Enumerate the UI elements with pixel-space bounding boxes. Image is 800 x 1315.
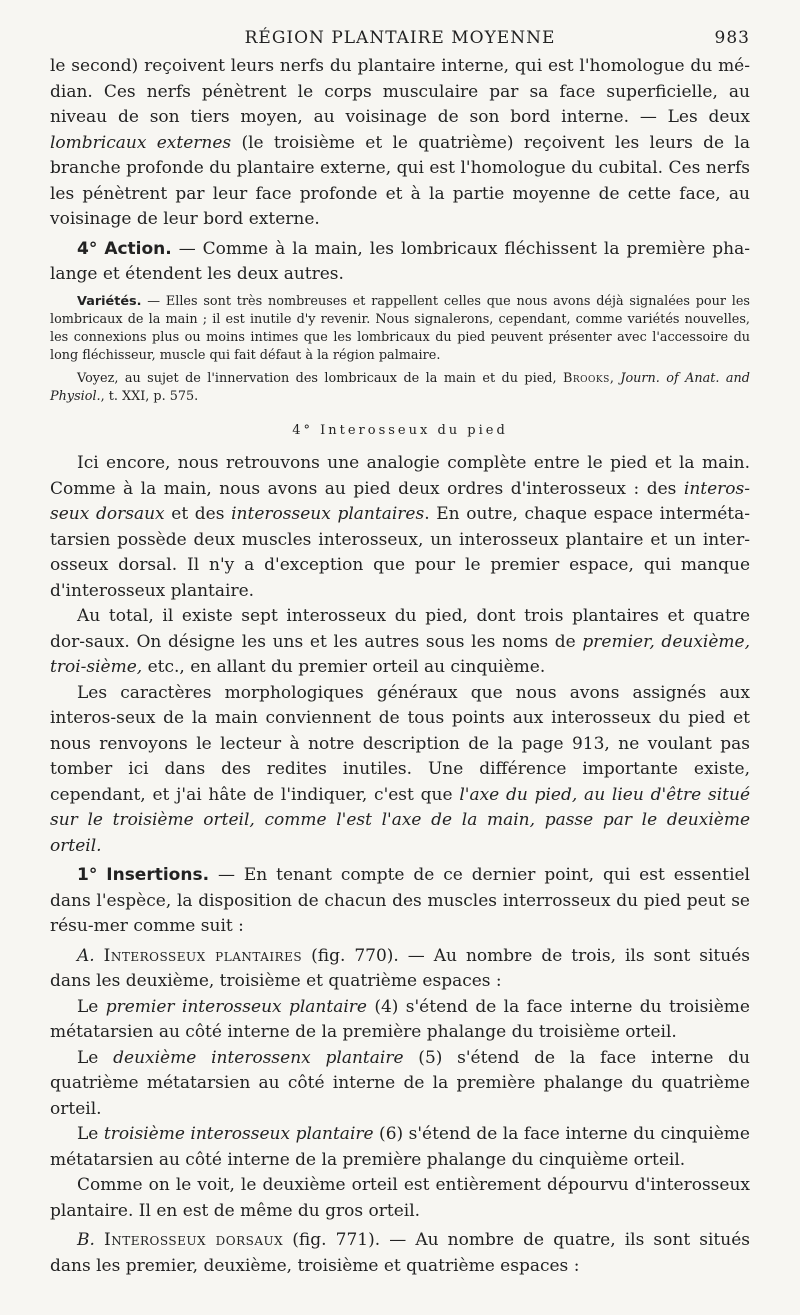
header-title: RÉGION PLANTAIRE MOYENNE xyxy=(244,28,556,48)
text-run: Les caractères morphologiques généraux que nous avons assignés aux interos-seux de la main conviennent de tous points aux interosseux du pied et nous renvoyons le lecteur à notre description de la page 913, ne voulant pas tomber ici dans des redites inutiles. Une différence importante existe, cependant, et j'ai hâte de l'indiquer, c'est que xyxy=(50,682,750,805)
text-run: et des xyxy=(164,504,232,524)
subsection-label: Interosseux dorsaux xyxy=(104,1230,284,1250)
paragraph-plantaire-summary: Comme on le voit, le deuxième orteil est entièrement dépourvu d'interosseux plantaire. Il en est de même du gros orteil. xyxy=(50,1175,750,1221)
text-run: Au total, il existe sept interosseux du pied, dont trois plantaires et quatre dor-saux. On désigne les uns et les autres sous les noms de xyxy=(50,606,750,652)
italic-term: interos-seux dorsaux xyxy=(50,478,750,524)
subsection-label: Interosseux plantaires xyxy=(103,945,303,966)
italic-term: deuxième interossenx plantaire xyxy=(113,1047,404,1068)
paragraph-reference xyxy=(50,370,750,406)
paragraph-innervation xyxy=(50,54,750,233)
italic-term: premier interosseux plantaire xyxy=(105,996,367,1017)
text-run: (5) s'étend de la face interne du quatrième métatarsien au côté interne de la première phalange du quatrième orteil. xyxy=(50,1047,750,1119)
list-letter: A. xyxy=(77,945,95,966)
paragraph-action xyxy=(50,237,750,288)
text-run: — En tenant compte de ce dernier point, qui est essentiel dans l'espèce, la disposition de chacun des muscles interrosseux du pied peut se résu-mer comme suit : xyxy=(50,865,750,936)
paragraph-plantaires xyxy=(50,944,750,995)
text-run: — Comme à la main, les lombricaux fléchissent la première pha-lange et étendent les deux autres. xyxy=(50,238,750,284)
paragraph-plantaire-2 xyxy=(50,1046,750,1123)
list-letter: B. xyxy=(77,1230,95,1250)
paragraph-analogy xyxy=(50,451,750,604)
text-run: , xyxy=(609,370,621,386)
italic-term: troisième interosseux plantaire xyxy=(103,1124,374,1144)
italic-term: interosseux plantaires xyxy=(231,504,425,524)
paragraph-morphology xyxy=(50,681,750,860)
main-text xyxy=(50,54,750,1279)
running-header xyxy=(50,28,750,54)
section-number: 4° xyxy=(77,238,98,259)
paragraph-varietes xyxy=(50,293,750,365)
paragraph-plantaire-3 xyxy=(50,1122,750,1173)
text-run: Ici encore, nous retrouvons une analogie complète entre le pied et la main. Comme à la main, nous avons au pied deux ordres d'interosseux : des xyxy=(50,453,750,499)
section-heading: Insertions. xyxy=(106,865,210,885)
author-name: Brooks xyxy=(562,370,610,386)
text-run: (fig. 771). — Au nombre de quatre, ils sont situés dans les premier, deuxième, troisième et quatrième espaces : xyxy=(50,1230,750,1276)
italic-term: lombricaux externes xyxy=(50,132,232,153)
text-run: etc., en allant du premier orteil au cinquième. xyxy=(142,657,546,677)
journal-title: Journ. of Anat. and Physiol. xyxy=(50,370,750,404)
page-number: 983 xyxy=(714,28,750,48)
section-number: 1° xyxy=(77,865,98,885)
text-run: (4) s'étend de la face interne du troisième métatarsien au côté interne de la première phalange du troisième orteil. xyxy=(50,996,750,1042)
text-run: (fig. 770). — Au nombre de trois, ils sont situés dans les deuxième, troisième et quatrième espaces : xyxy=(50,945,750,991)
text-run: (6) s'étend de la face interne du cinquième métatarsien au côté interne de la première phalange du cinquième orteil. xyxy=(50,1124,750,1170)
text-run: — Elles sont très nombreuses et rappellent celles que nous avons déjà signalées pour les lombricaux de la main ; il est inutile d'y revenir. Nous signalerons, cependant, comme variétés nouvelles, les connexions plus ou moins intimes que les lombricaux du pied peuvent présenter avec l'accessoire du long fléchisseur, muscle qui fait défaut à la région palmaire. xyxy=(50,293,750,363)
italic-term: premier, deuxième, troi-sième, xyxy=(50,631,750,677)
italic-term: l'axe du pied, au lieu d'être situé sur le troisième orteil, comme l'est l'axe de la main, passe par le deuxième orteil. xyxy=(50,784,751,856)
section-title: 4° Interosseux du pied xyxy=(292,422,508,438)
paragraph-total xyxy=(50,604,750,681)
section-heading: Action. xyxy=(104,238,172,259)
text-run: le second) reçoivent leurs nerfs du plantaire interne, qui est l'homologue du mé-dian. Ces nerfs pénètrent le corps musculaire par sa face superficielle, au niveau de son tiers moyen, au voisinage de son bord interne. — Les deux xyxy=(50,56,750,127)
text-run: Voyez, au sujet de l'innervation des lombricaux de la main et du pied, xyxy=(77,370,563,386)
text-run: . En outre, chaque espace interméta-tarsien possède deux muscles interosseux, un interosseux plantaire et un inter-osseux dorsal. Il n'y a d'exception que pour le premier espace, qui manque d'interosseux plantaire. xyxy=(50,504,750,601)
text-run: Le xyxy=(77,1047,114,1068)
text-run: (le troisième et le quatrième) reçoivent les leurs de la branche profonde du plantaire externe, qui est l'homologue du cubital. Ces nerfs les pénètrent par leur face profonde et à la partie moyenne de cette face, au voisinage de leur bord externe. xyxy=(50,132,751,229)
paragraph-plantaire-1 xyxy=(50,995,750,1046)
text-run: , t. XXI, p. 575. xyxy=(100,388,199,404)
paragraph-insertions xyxy=(50,863,750,940)
text-run: Le xyxy=(77,1124,104,1144)
text-run: Le xyxy=(77,996,106,1017)
paragraph-dorsaux xyxy=(50,1228,750,1279)
section-heading: Variétés. xyxy=(77,293,142,309)
